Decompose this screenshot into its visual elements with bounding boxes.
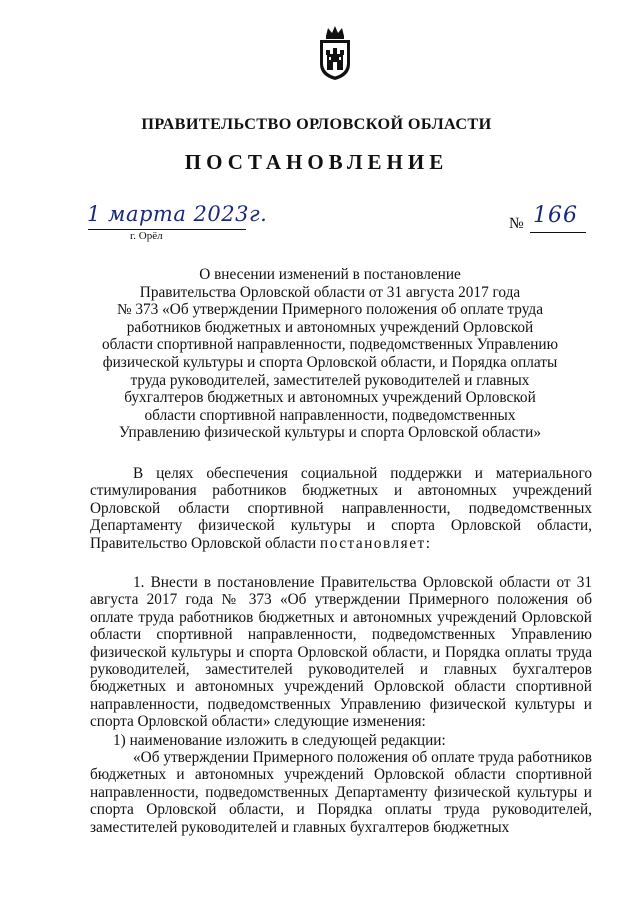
- document-type-title: ПОСТАНОВЛЕНИЕ: [184, 150, 449, 174]
- preamble-paragraph: [90, 465, 592, 552]
- number-underline: [530, 232, 586, 233]
- preamble-text: В целях обеспечения социальной поддержки и материального стимулирования работников бюджетных и автономных учреждений Орловской области спортивной направленности, подведомственных Департаменту физической культуры и спорта Орловской области, Правительство Орловской области: [90, 465, 592, 552]
- quoted-title-paragraph: «Об утверждении Примерного положения об оплате труда работников бюджетных и автономных учреждений Орловской области спортивной направленности, подведомственных Департаменту физической культуры и спорта Орловской области, и Порядка оплаты труда руководителей, заместителей руководителей и главных бухгалтеров бюджетных: [90, 749, 592, 836]
- number-label: №: [509, 215, 524, 232]
- handwritten-number: 166: [533, 203, 578, 228]
- organization-title: ПРАВИТЕЛЬСТВО ОРЛОВСКОЙ ОБЛАСТИ: [141, 115, 492, 133]
- coat-of-arms-icon: [316, 24, 354, 82]
- decree-keyword: постановляет:: [320, 534, 432, 552]
- date-underline: [88, 229, 246, 230]
- handwritten-date: 1 марта 2023г.: [87, 202, 268, 226]
- item-1-paragraph: 1. Внести в постановление Правительства Орловской области от 31 августа 2017 года № 373 «Об утверждении Примерного положения об оплате труда работников бюджетных и автономных учреждений Орловской области спортивной направленности, подведомственных Управлению физической культуры и спорта Орловской области, и Порядка оплаты труда руководителей, заместителей руководителей и главных бухгалтеров бюджетных и автономных учреждений Орловской области спортивной направленности, подведомственных Управлению физической культуры и спорта Орловской области» следующие изменения:: [90, 574, 592, 731]
- city-label: г. Орёл: [130, 230, 163, 242]
- document-subject: О внесении изменений в постановление Правительства Орловской области от 31 августа 2017 года № 373 «Об утверждении Примерного положения об оплате труда работников бюджетных и автономных учреждений Орловской области спортивной направленности, подведомственных Управлению физической культуры и спорта Орловской области, и Порядка оплаты труда руководителей, заместителей руководителей и главных бухгалтеров бюджетных и автономных учреждений Орловской области спортивной направленности, подведомственных Управлению физической культуры и спорта Орловской области»: [101, 266, 559, 442]
- subitem-1-paragraph: 1) наименование изложить в следующей редакции:: [113, 732, 446, 749]
